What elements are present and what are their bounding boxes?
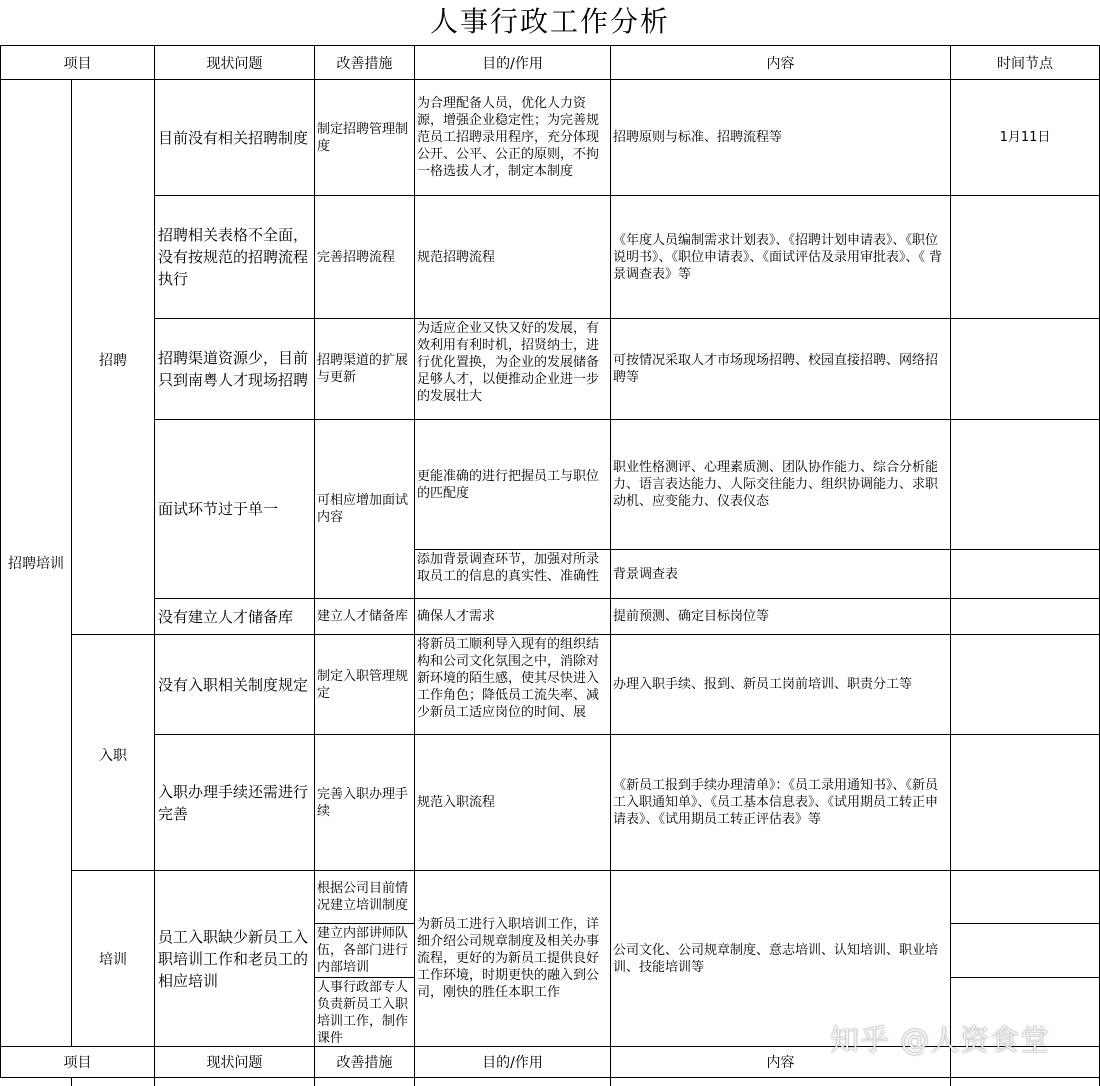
partial-row [950, 1077, 1100, 1086]
time-cell [950, 195, 1100, 319]
content-cell: 公司文化、公司规章制度、意志培训、认知培训、职业培训、技能培训等 [610, 870, 951, 1047]
time-cell [950, 318, 1100, 420]
partial-row [154, 1077, 315, 1086]
issue-cell: 目前没有相关招聘制度 [154, 79, 315, 196]
header-issue: 现状问题 [154, 45, 315, 80]
issue-cell: 员工入职缺少新员工入职培训工作和老员工的相应培训 [154, 870, 315, 1047]
issue-cell: 入职办理手续还需进行完善 [154, 734, 315, 871]
time-cell-empty [950, 977, 1100, 1047]
purpose-cell: 规范入职流程 [414, 734, 611, 871]
header-measure: 改善措施 [314, 45, 415, 80]
measure-cell: 完善入职办理手续 [314, 734, 415, 871]
measure-cell: 制定招聘管理制度 [314, 79, 415, 196]
footer-header-time [950, 1046, 1100, 1078]
footer-header-content: 内容 [610, 1046, 951, 1078]
measure-cell: 建立人才储备库 [314, 598, 415, 635]
partial-row [71, 1077, 155, 1086]
category-training: 培训 [71, 870, 155, 1047]
time-cell [950, 870, 1100, 924]
content-cell: 招聘原则与标准、招聘流程等 [610, 79, 951, 196]
content-cell: 背景调查表 [610, 549, 951, 599]
measure-cell: 招聘渠道的扩展与更新 [314, 318, 415, 420]
purpose-cell: 将新员工顺利导入现有的组织结构和公司文化氛围之中，消除对新环境的陌生感，使其尽快进入工作角色；降低员工流失率、减少新员工适应岗位的时间、展 [414, 634, 611, 735]
content-cell: 办理入职手续、报到、新员工岗前培训、职责分工等 [610, 634, 951, 735]
zhihu-watermark: 知乎 @人资食堂 [830, 1023, 1051, 1057]
category-recruit [71, 79, 155, 635]
content-cell: 职业性格测评、心理素质测、团队协作能力、综合分析能力、语言表达能力、人际交往能力、组织协调能力、求职动机、应变能力、仪表仪态 [610, 419, 951, 550]
partial-row [314, 1077, 415, 1086]
time-cell [950, 634, 1100, 735]
time-cell [950, 419, 1100, 550]
footer-header-purpose: 目的/作用 [414, 1046, 611, 1078]
purpose-cell: 为合理配备人员，优化人力资源，增强企业稳定性；为完善规范员工招聘录用程序，充分体现公开、公平、公正的原则，不拘一格选拔人才，制定本制度 [414, 79, 611, 196]
partial-row [414, 1077, 611, 1086]
time-cell [950, 734, 1100, 871]
time-cell: 1月11日 [950, 79, 1100, 196]
issue-cell: 没有建立人才储备库 [154, 598, 315, 635]
time-cell [950, 549, 1100, 599]
category-main: 招聘培训 [0, 79, 72, 1047]
purpose-cell: 为新员工进行入职培训工作，详细介绍公司规章制度及相关办事流程，更好的为新员工提供良好工作环境，时期更快的融入到公司，刚快的胜任本职工作 [414, 870, 611, 1047]
purpose-cell: 确保人才需求 [414, 598, 611, 635]
measure-cell: 完善招聘流程 [314, 195, 415, 319]
content-cell: 可按情况采取人才市场现场招聘、校园直接招聘、网络招聘等 [610, 318, 951, 420]
purpose-cell: 规范招聘流程 [414, 195, 611, 319]
header-time: 时间节点 [950, 45, 1100, 80]
issue-cell: 没有入职相关制度规定 [154, 634, 315, 735]
time-cell-empty [950, 923, 1100, 978]
category-onboard-label: 入职 [99, 748, 127, 764]
page-title: 人事行政工作分析 [429, 5, 670, 38]
header-content: 内容 [610, 45, 951, 80]
measure-cell: 可相应增加面试内容 [314, 419, 415, 599]
issue-cell: 面试环节过于单一 [154, 419, 315, 599]
content-cell: 《新员工报到手续办理清单》：《员工录用通知书》、《新员工入职通知单》、《员工基本信息表》、《试用期员工转正申请表》、《试用期员工转正评估表》等 [610, 734, 951, 871]
content-cell: 提前预测、确定目标岗位等 [610, 598, 951, 635]
measure-cell: 根据公司目前情况建立培训制度 [314, 870, 415, 924]
footer-header-issue: 现状问题 [154, 1046, 315, 1078]
category-onboard [71, 634, 155, 871]
measure-cell: 建立内部讲师队伍，各部门进行内部培训 [314, 923, 415, 978]
partial-row [610, 1077, 951, 1086]
footer-header-measure: 改善措施 [314, 1046, 415, 1078]
category-recruit-label: 招聘 [99, 353, 127, 369]
issue-cell: 招聘渠道资源少，目前只到南粤人才现场招聘 [154, 318, 315, 420]
content-cell: 《年度人员编制需求计划表》、《招聘计划申请表》、《职位说明书》、《职位申请表》、《面试评估及录用审批表》、《 背景调查表》等 [610, 195, 951, 319]
measure-cell: 制定入职管理规定 [314, 634, 415, 735]
purpose-cell: 为适应企业又快又好的发展，有效利用有利时机，招贤纳士，进行优化置换，为企业的发展储备足够人才，以便推动企业进一步的发展壮大 [414, 318, 611, 420]
measure-cell: 人事行政部专人负责新员工入职培训工作，制作课件 [314, 977, 415, 1047]
issue-cell: 招聘相关表格不全面，没有按规范的招聘流程执行 [154, 195, 315, 319]
header-project: 项目 [0, 45, 155, 80]
purpose-cell: 更能准确的进行把握员工与职位的匹配度 [414, 419, 611, 550]
header-purpose: 目的/作用 [414, 45, 611, 80]
time-cell [950, 598, 1100, 635]
footer-header-project: 项目 [0, 1046, 155, 1078]
purpose-cell: 添加背景调查环节，加强对所录取员工的信息的真实性、准确性 [414, 549, 611, 599]
